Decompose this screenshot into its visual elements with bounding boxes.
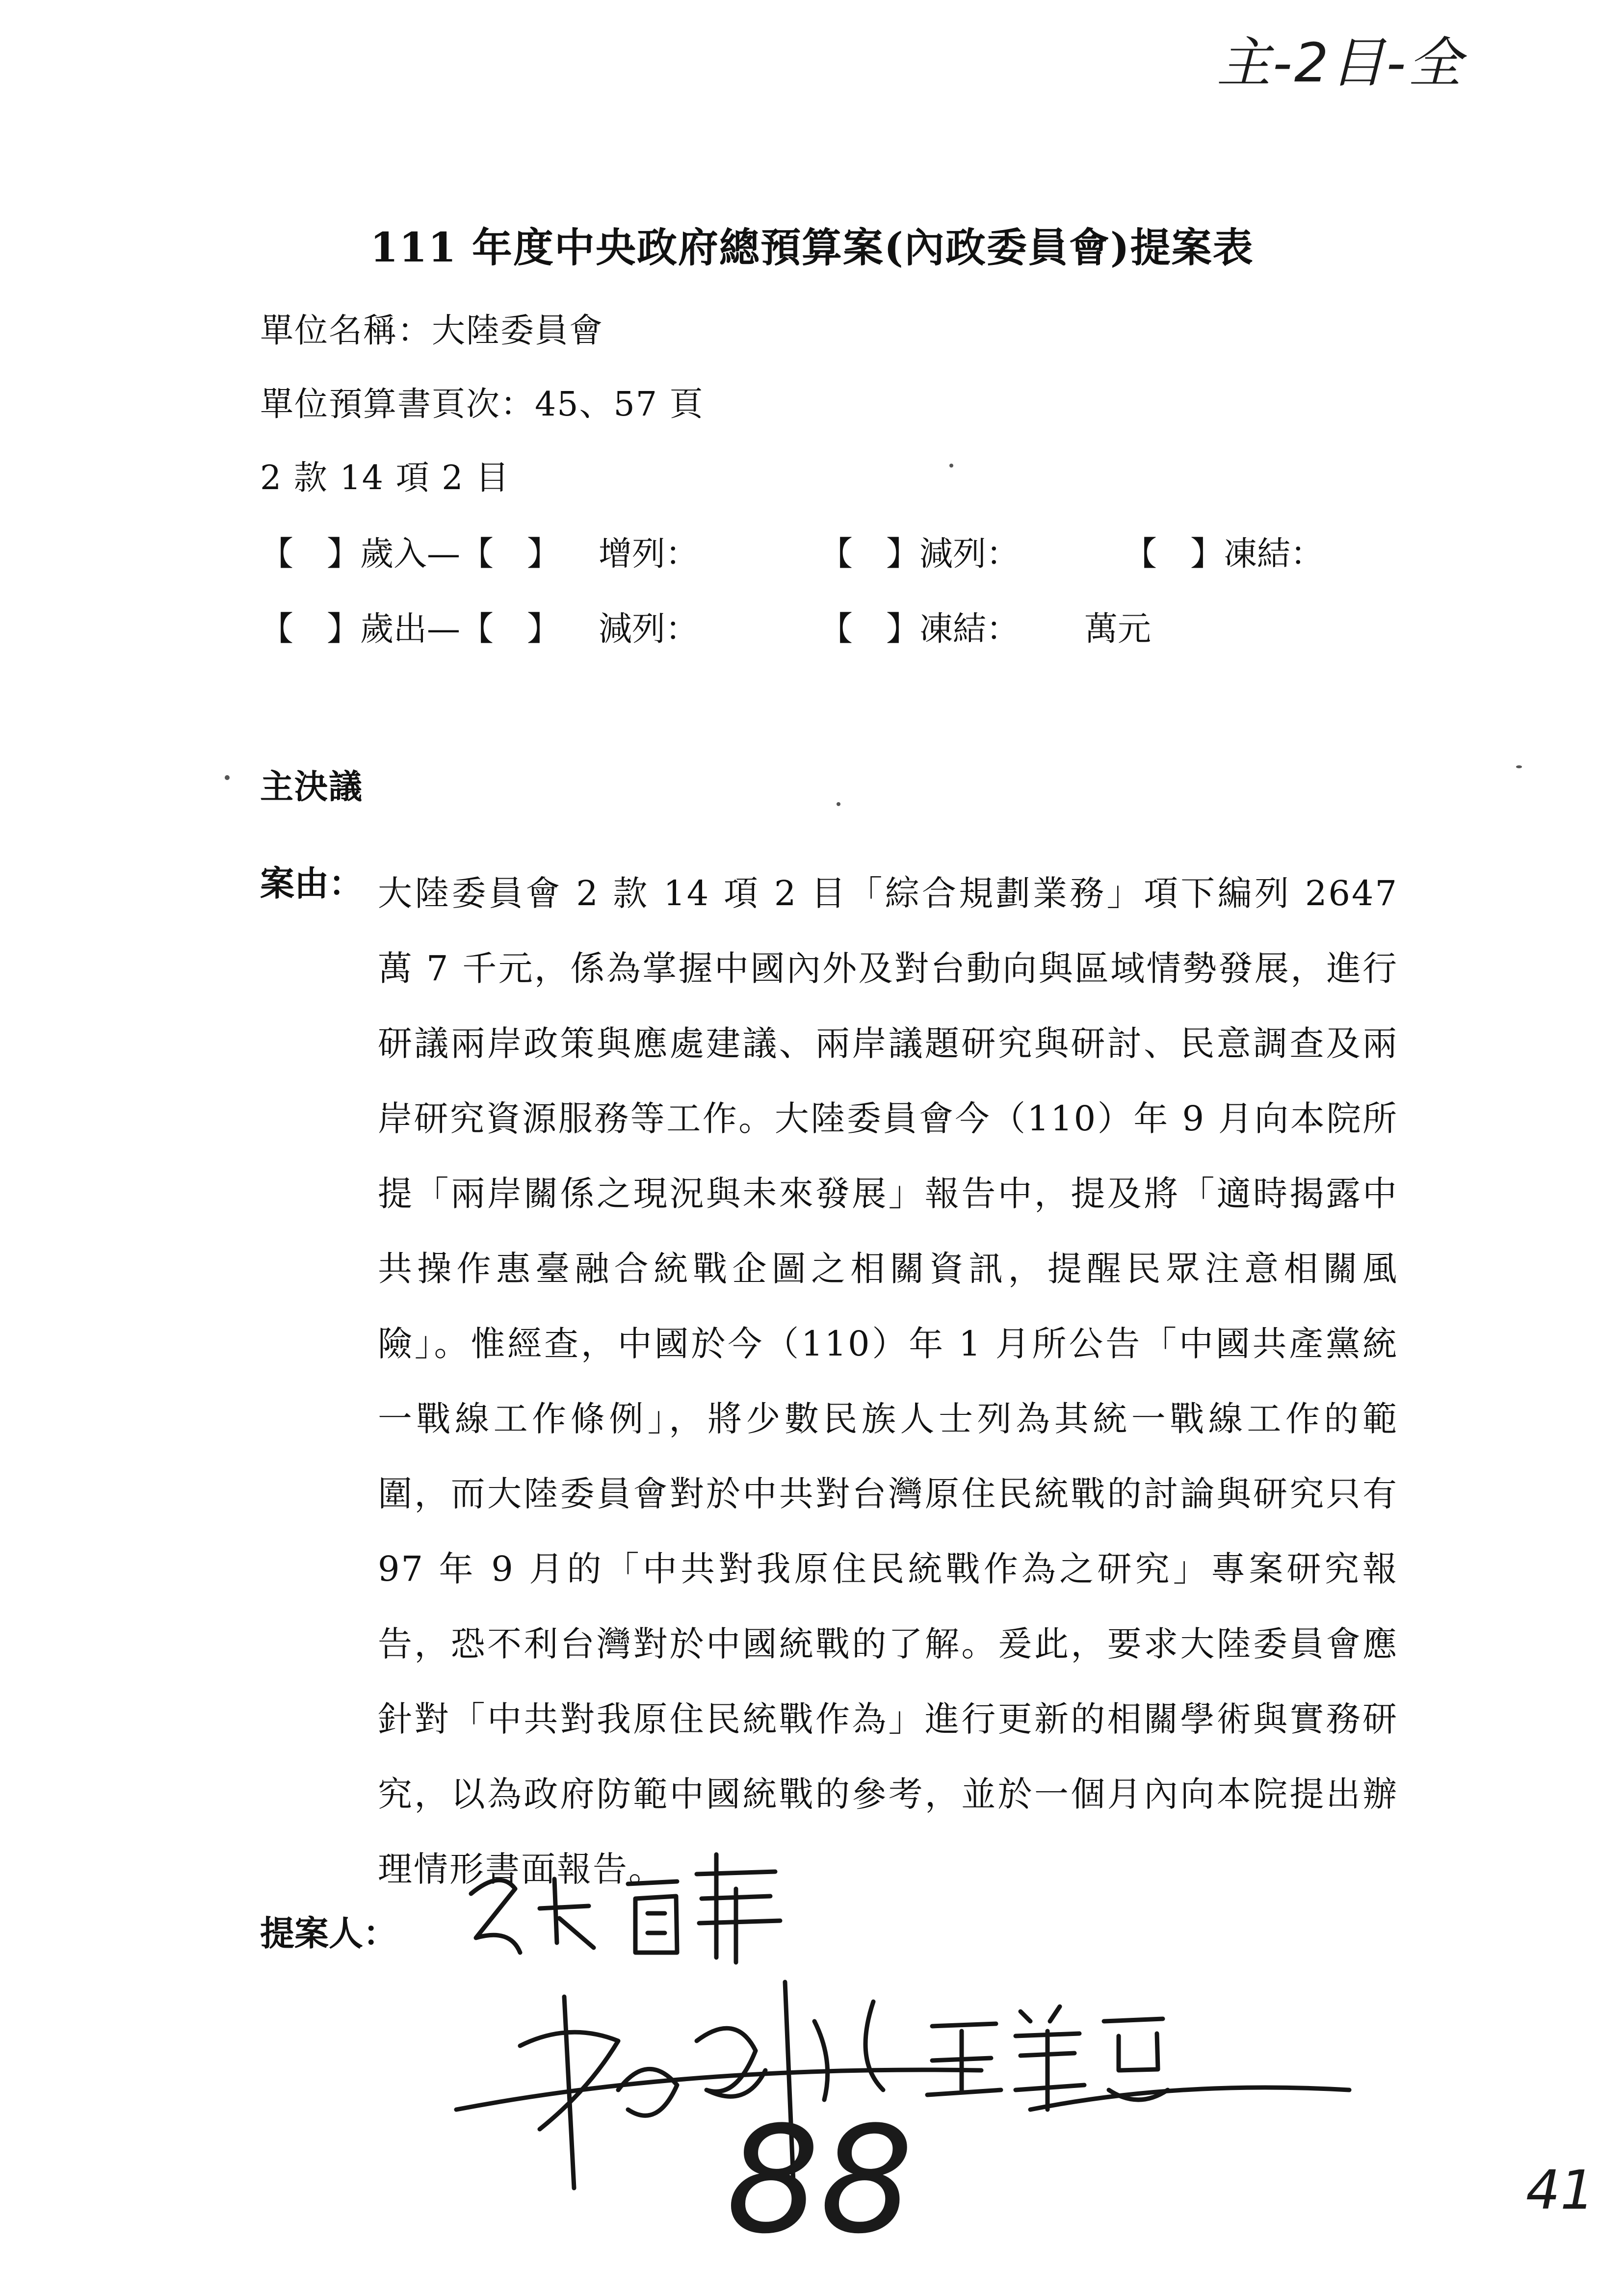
handwritten-page-number: 88 [726, 2095, 914, 2266]
income-freeze-label: 【 】凍結： [1124, 535, 1324, 574]
handwritten-corner-note: 主-2目-全 [1217, 31, 1464, 94]
scan-speck [837, 802, 840, 806]
expense-freeze-label: 【 】凍結： [819, 610, 1020, 649]
expense-decrease-label: 減列： [599, 610, 699, 649]
reason-text: 大陸委員會 2 款 14 項 2 目「綜合規劃業務」項下編列 2647 萬 7 千元，係為掌握中國內外及對台動向與區域情勢發展，進行研議兩岸政策與應處建議、兩岸議題研究與研討、民意調查及兩岸研究資源服務等工作。大陸委員會今（110）年 9 月向本院所提「兩岸關係之現況與未來發展」報告中，提及將「適時揭露中共操作惠臺融合統戰企圖之相關資訊，提醒民眾注意相關風險」。惟經查，中國於今（110）年 1 月所公告「中國共產黨統一戰線工作條例」，將少數民族人士列為其統一戰線工作的範圍，而大陸委員會對於中共對台灣原住民統戰的討論與研究只有 97 年 9 月的「中共對我原住民統戰作為之研究」專案研究報告，恐不利台灣對於中國統戰的了解。爰此，要求大陸委員會應針對「中共對我原住民統戰作為」進行更新的相關學術與實務研究，以為政府防範中國統戰的參考，並於一個月內向本院提出辦理情形書面報告。 [378, 873, 1398, 1889]
expense-type-label: 【 】歲出—【 】 [260, 610, 561, 649]
scan-speck [225, 775, 230, 780]
budget-page-line: 單位預算書頁次：45、57 頁 [260, 385, 704, 424]
scan-speck [949, 464, 953, 468]
income-decrease-label: 【 】減列： [819, 535, 1020, 574]
income-type-label: 【 】歲入—【 】 [260, 535, 561, 574]
document-title: 111 年度中央政府總預算案(內政委員會)提案表 [370, 224, 1254, 271]
income-increase-label: 增列： [599, 535, 699, 574]
reason-label: 案由： [260, 863, 363, 904]
proposer-label: 提案人： [260, 1913, 397, 1954]
budget-item-line: 2 款 14 項 2 目 [260, 459, 510, 497]
expense-row [260, 602, 1388, 652]
scan-speck [1516, 765, 1522, 768]
page-corner-number: 41 [1526, 2159, 1595, 2221]
main-resolution-heading: 主決議 [260, 767, 364, 807]
unit-name-line: 單位名稱：大陸委員會 [260, 312, 604, 350]
expense-unit-label: 萬元 [1084, 610, 1152, 649]
income-row [260, 527, 1388, 576]
